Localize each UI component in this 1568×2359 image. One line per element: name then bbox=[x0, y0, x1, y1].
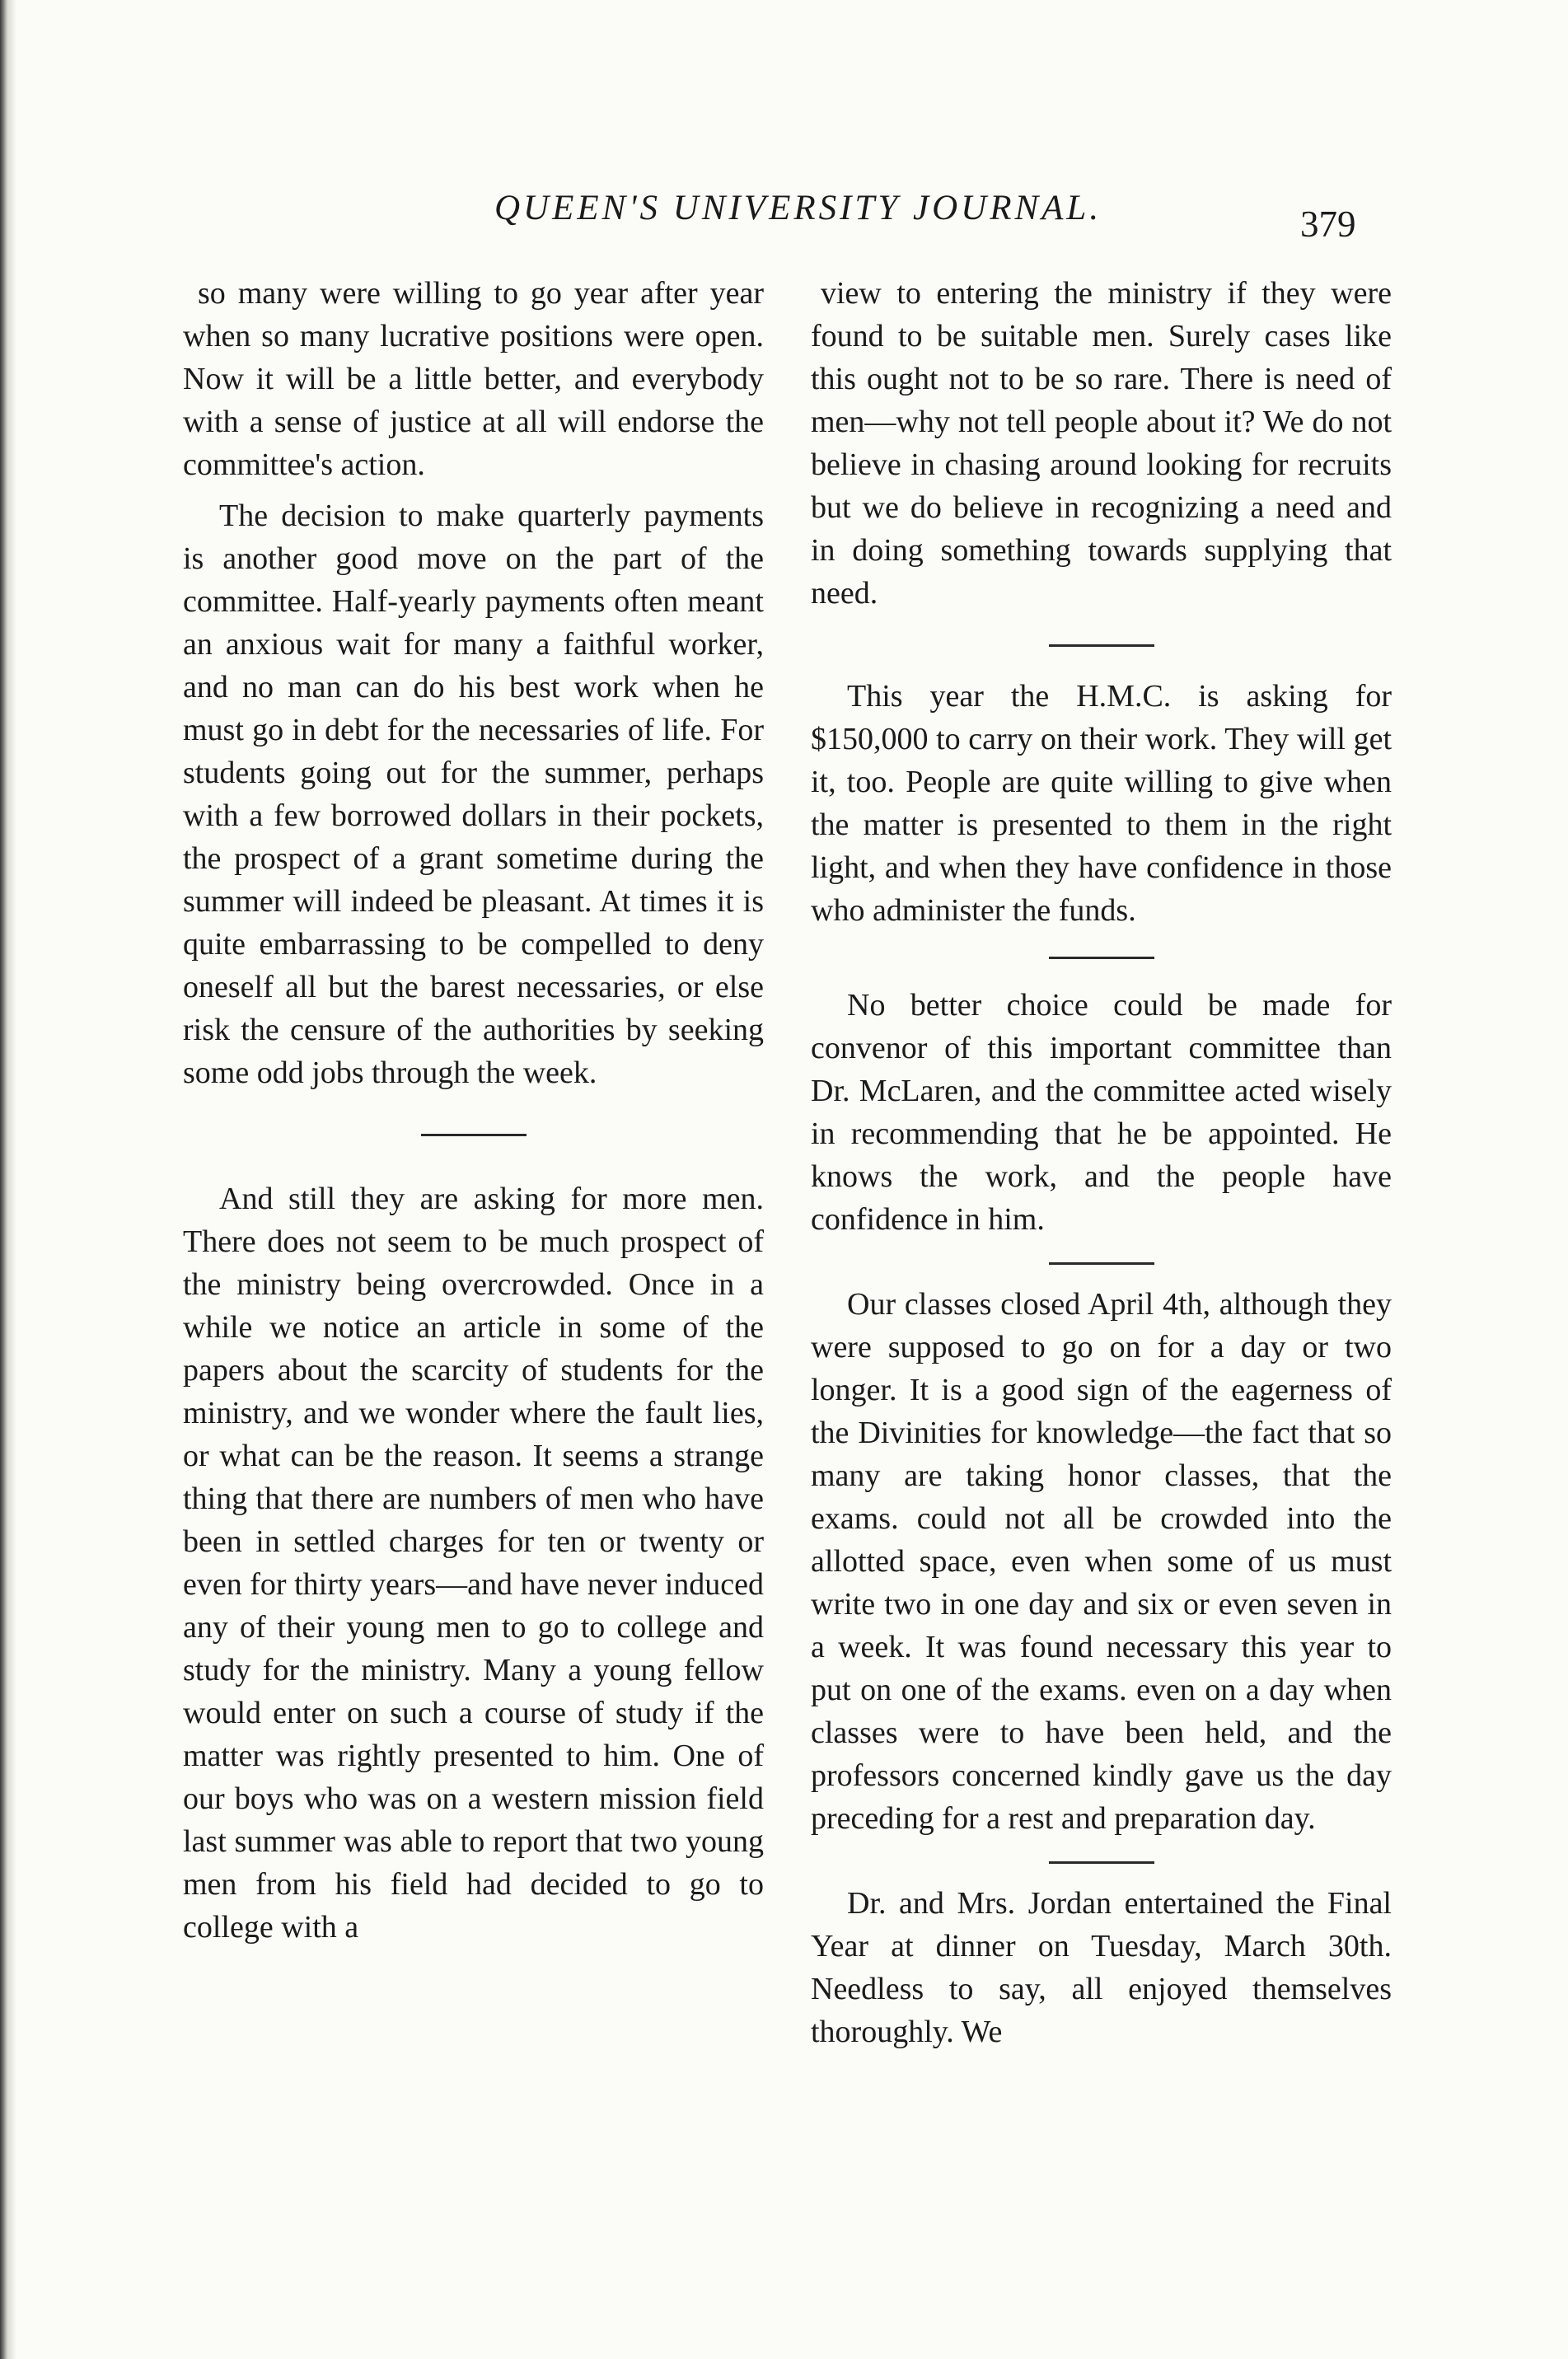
paragraph: No better choice could be made for convenor of this important committee than Dr. McLaren, and the committee acted wisely in recommending that he be appointed. He knows the work, and the people have confidence in him. bbox=[811, 988, 1392, 1237]
section-divider bbox=[1049, 1262, 1154, 1265]
right-column bbox=[811, 272, 1392, 2053]
paragraph: Dr. and Mrs. Jordan entertained the Final Year at dinner on Tuesday, March 30th. Needless to say, all enjoyed themselves thoroughly. We bbox=[811, 1886, 1392, 2049]
journal-title: QUEEN'S UNIVERSITY JOURNAL. bbox=[494, 189, 1102, 227]
paragraph: Our classes closed April 4th, although they were supposed to go on for a day or two longer. It is a good sign of the eagerness of the Divinities for knowledge—the fact that so many are taking honor classes, that the exams. could not all be crowded into the allotted space, even when some of us must write two in one day and six or even seven in a week. It was found necessary this year to put on one of the exams. even on a day when classes were to have been held, and the professors concerned kindly gave us the day preceding for a rest and preparation day. bbox=[811, 1287, 1392, 1836]
paragraph: The decision to make quarterly payments is another good move on the part of the committee. Half-yearly payments often meant an anxious wait for many a faithful worker, and no man can do his best work when he must go in debt for the necessaries of life. For students going out for the summer, perhaps with a few borrowed dollars in their pockets, the prospect of a grant sometime during the summer will indeed be pleasant. At times it is quite embarrassing to be compelled to deny oneself all but the barest necessaries, or else risk the censure of the authorities by seeking some odd jobs through the week. bbox=[183, 498, 764, 1090]
paragraph: This year the H.M.C. is asking for $150,000 to carry on their work. They will get it, too. People are quite willing to give when the matter is presented to them in the right light, and when they have confidence in those who administer the funds. bbox=[811, 679, 1392, 928]
page-number: 379 bbox=[1300, 204, 1356, 245]
section-divider bbox=[1049, 957, 1154, 959]
paragraph: so many were willing to go year after year when so many lucrative positions were open. Now it will be a little better, and everybody with a sense of justice at all will endorse the committee's action. bbox=[183, 276, 764, 482]
running-head bbox=[0, 183, 1568, 245]
paragraph: view to entering the ministry if they were found to be suitable men. Surely cases like this ought not to be so rare. There is need of men—why not tell people about it? We do not believe in chasing around looking for recruits but we do believe in recognizing a need and in doing something towards supplying that need. bbox=[811, 276, 1392, 611]
binding-edge bbox=[0, 0, 16, 2359]
paragraph: And still they are asking for more men. There does not seem to be much prospect of the ministry being overcrowded. Once in a while we notice an article in some of the papers about the scarcity of students for the ministry, and we wonder where the fault lies, or what can be the reason. It seems a strange thing that there are numbers of men who have been in settled charges for ten or twenty or even for thirty years—and have never induced any of their young men to go to college and study for the ministry. Many a young fellow would enter on such a course of study if the matter was rightly presented to him. One of our boys who was on a western mission field last summer was able to report that two young men from his field had decided to go to college with a bbox=[183, 1182, 764, 1945]
section-divider bbox=[1049, 1861, 1154, 1864]
section-divider bbox=[421, 1134, 527, 1136]
left-column bbox=[183, 272, 764, 1949]
section-divider bbox=[1049, 644, 1154, 647]
